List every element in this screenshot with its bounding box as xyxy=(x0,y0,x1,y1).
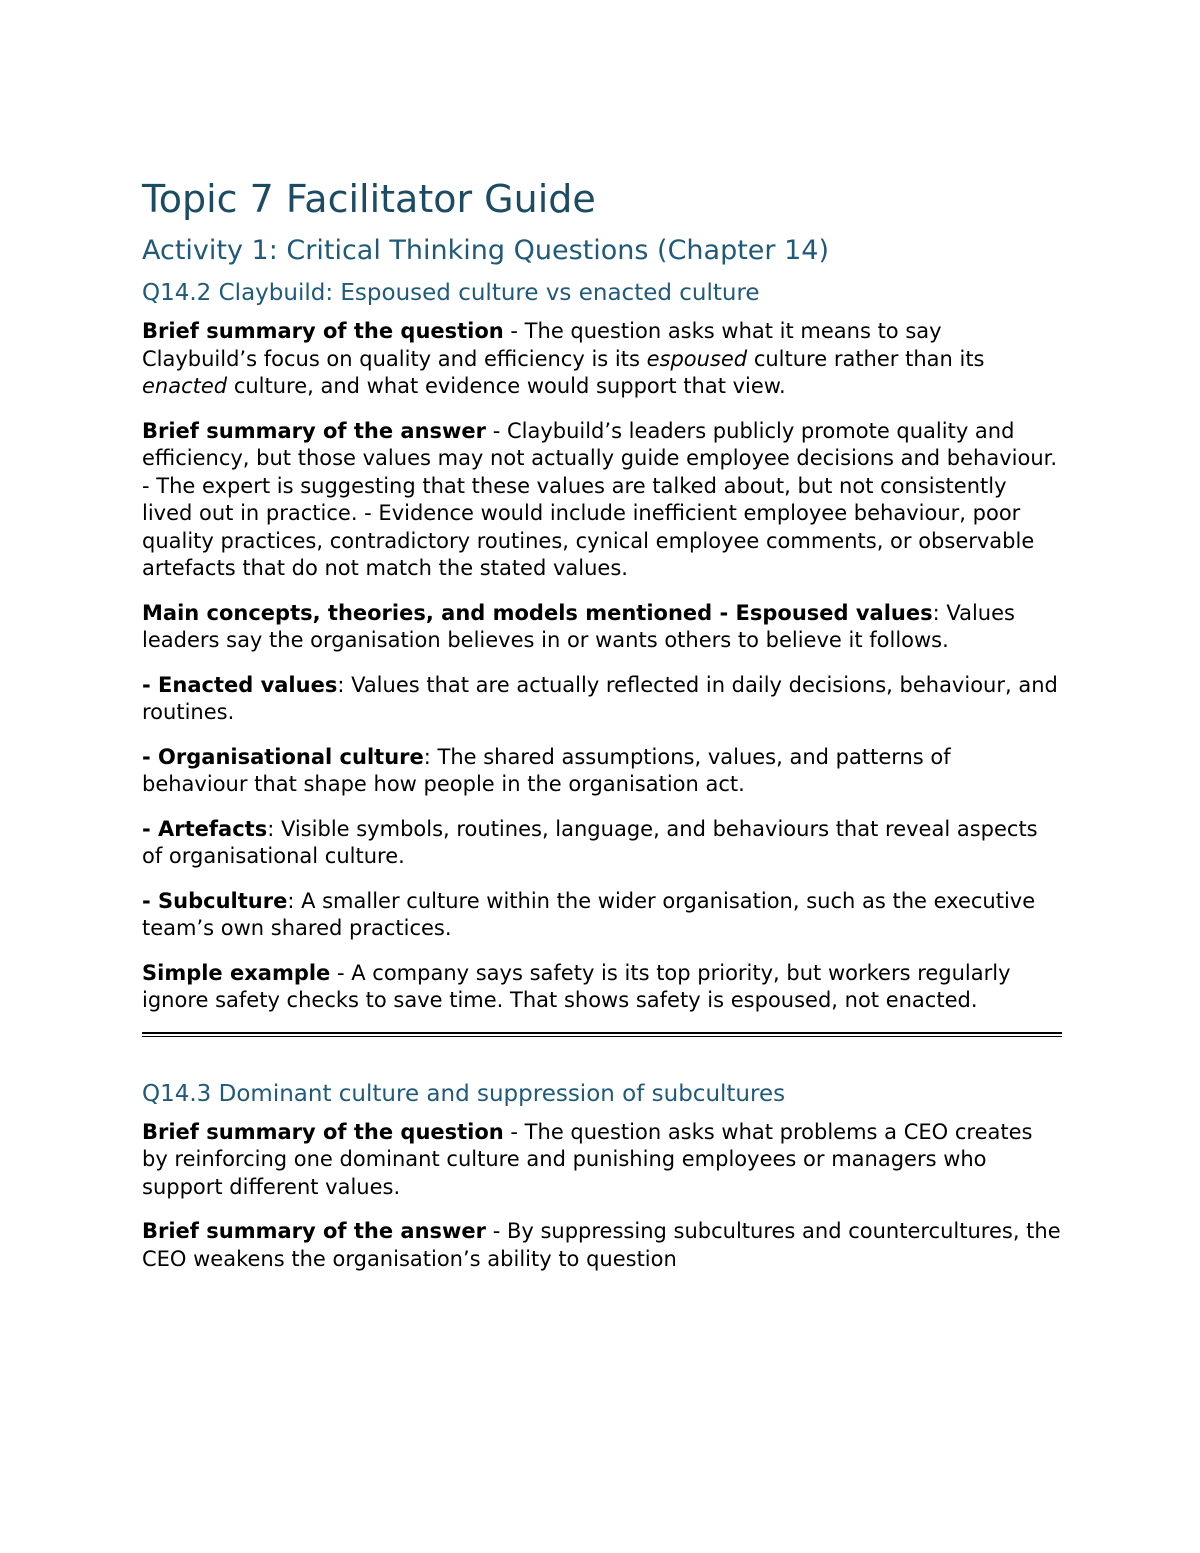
q143-answer-label: Brief summary of the answer xyxy=(142,1219,487,1243)
activity-heading: Activity 1: Critical Thinking Questions (Chapter 14) xyxy=(142,235,829,266)
document-page xyxy=(142,176,1062,1290)
concept-item: - Enacted values: Values that are actually reflected in daily decisions, behaviour, and routines. xyxy=(142,672,1058,724)
q142-answer-summary: Brief summary of the answer - Claybuild’s leaders publicly promote quality and efficiency, but those values may not actually guide employee decisions and behaviour. - The expert is suggesting that these values are talked about, but not consistently lived out in practice. - Evidence would include inefficient employee behaviour, poor quality practices, contradictory routines, cynical employee comments, or observable artefacts that do not match the stated values. xyxy=(142,418,1058,580)
q142-concepts-label: Main concepts, theories, and models mentioned xyxy=(142,600,713,625)
q142-question-summary: Brief summary of the question - The question asks what it means to say Claybuild’s focus on quality and efficiency is its espoused culture rather than its enacted culture, and what evidence would support that view. xyxy=(142,319,985,398)
section-divider xyxy=(142,1032,1062,1037)
q142-example-label: Simple example xyxy=(142,960,331,985)
concept-item: - Subculture: A smaller culture within the wider organisation, such as the executive team’s own shared practices. xyxy=(142,888,1036,940)
page-title: Topic 7 Facilitator Guide xyxy=(142,177,596,221)
q143-answer-summary: Brief summary of the answer - By suppressing subcultures and countercultures, the CEO weakens the organisation’s ability to question xyxy=(142,1219,1061,1271)
concept-item: - Artefacts: Visible symbols, routines, language, and behaviours that reveal aspects of organisational culture. xyxy=(142,816,1038,868)
q143-heading: Q14.3 Dominant culture and suppression of subcultures xyxy=(142,1080,786,1107)
q142-simple-example: Simple example - A company says safety is its top priority, but workers regularly ignore safety checks to save time. That shows safety is espoused, not enacted. xyxy=(142,960,1011,1012)
q142-concepts-intro: Main concepts, theories, and models mentioned - Espoused values: Values leaders say the organisation believes in or wants others to believe it follows. xyxy=(142,600,1015,652)
q142-answer-label: Brief summary of the answer xyxy=(142,418,487,443)
q142-question-label: Brief summary of the question xyxy=(142,319,504,343)
q142-heading: Q14.2 Claybuild: Espoused culture vs enacted culture xyxy=(142,280,760,306)
q143-question-label: Brief summary of the question xyxy=(142,1119,504,1144)
concept-item: - Organisational culture: The shared assumptions, values, and patterns of behaviour that shape how people in the organisation act. xyxy=(142,744,951,796)
q143-question-summary: Brief summary of the question - The question asks what problems a CEO creates by reinforcing one dominant culture and punishing employees or managers who support different values. xyxy=(142,1119,1033,1199)
